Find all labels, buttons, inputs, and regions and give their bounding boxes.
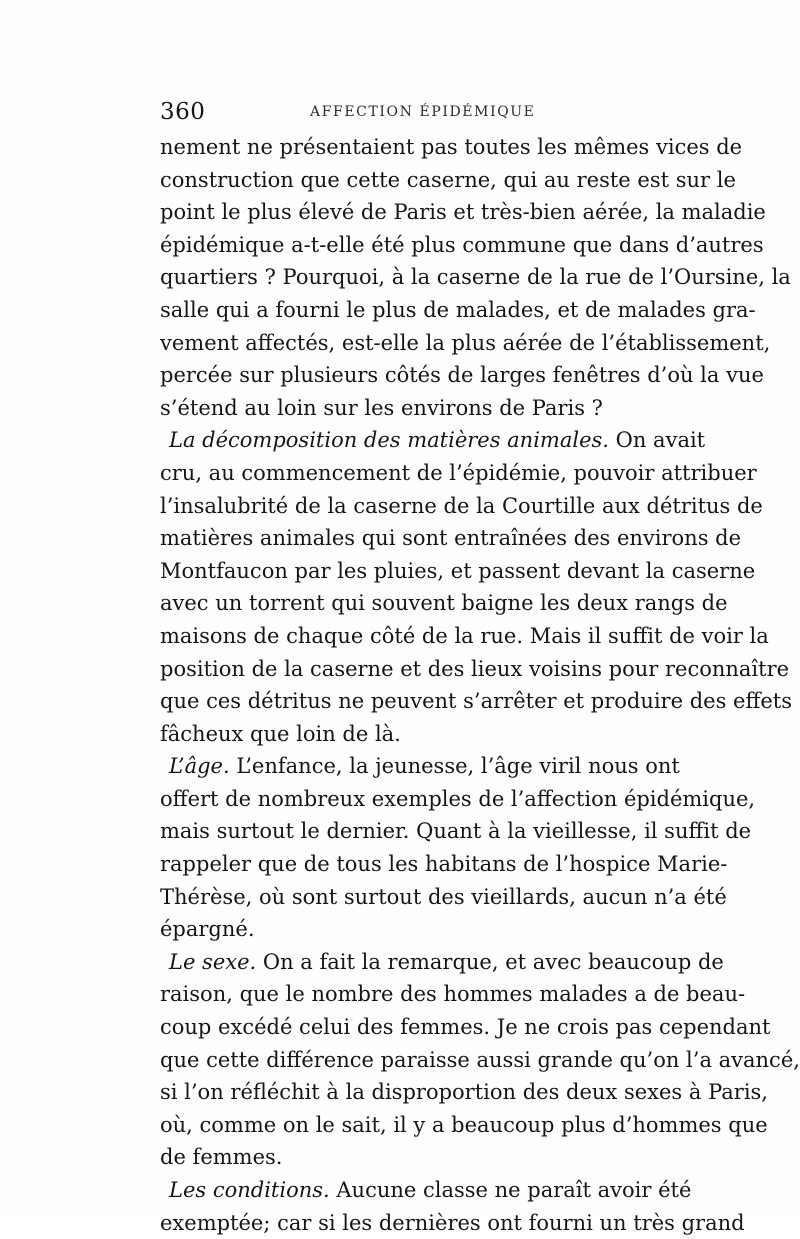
paragraph-heading: L’âge.: [169, 754, 230, 779]
text-line: [160, 164, 736, 197]
text-line: [160, 359, 764, 392]
text-line: [160, 261, 791, 294]
line-text: salle qui a fourni le plus de malades, et de malades gra-: [160, 297, 756, 322]
line-text: coup excédé celui des femmes. Je ne crois pas cependant: [160, 1015, 771, 1040]
line-text: mais surtout le dernier. Quant à la vieillesse, il suffit de: [160, 819, 752, 844]
text-line: [160, 978, 746, 1011]
text-line: [160, 1207, 745, 1239]
line-text: percée sur plusieurs côtés de larges fenêtres d’où la vue: [160, 363, 764, 388]
line-text: matières animales qui sont entraînées des environs de: [160, 526, 742, 551]
body-text: [160, 131, 800, 1239]
line-text: épidémique a-t-elle été plus commune que dans d’autres: [160, 232, 764, 257]
text-line: [160, 946, 724, 979]
text-line: [160, 392, 657, 425]
line-text: Thérèse, où sont surtout des vieillards, aucun n’a été: [160, 884, 727, 909]
text-line: [160, 1109, 768, 1142]
page-number: 360: [160, 99, 206, 125]
text-line: [160, 881, 727, 914]
line-text: cru, au commencement de l’épidémie, pouvoir attribuer: [160, 460, 757, 485]
line-text: offert de nombreux exemples de l’affection épidémique,: [160, 786, 756, 811]
text-line: [160, 750, 680, 783]
line-text: de femmes.: [160, 1145, 283, 1170]
line-text: construction que cette caserne, qui au reste est sur le: [160, 167, 736, 192]
line-text: position de la caserne et des lieux voisins pour reconnaître: [160, 656, 790, 681]
text-line: [160, 490, 763, 523]
line-text: Montfaucon par les pluies, et passent devant la caserne: [160, 558, 756, 583]
line-text: nement ne présentaient pas toutes les mêmes vices de: [160, 135, 743, 159]
line-text: l’insalubrité de la caserne de la Courtille aux détritus de: [160, 493, 763, 518]
text-line: [160, 587, 728, 620]
text-line: [160, 653, 790, 686]
text-line: [160, 685, 793, 718]
running-title: AFFECTION ÉPIDÉMIQUE: [310, 104, 536, 120]
text-line: [160, 1174, 692, 1207]
line-text: où, comme on le sait, il y a beaucoup plus d’hommes que: [160, 1112, 768, 1137]
line-text: quartiers ? Pourquoi, à la caserne de la rue de l’Oursine, la: [160, 265, 791, 290]
line-text: raison, que le nombre des hommes malades a de beau-: [160, 982, 746, 1007]
line-text: Aucune classe ne paraît avoir été: [329, 1178, 692, 1202]
text-line: [160, 294, 756, 327]
paragraph-heading: Le sexe.: [169, 949, 257, 974]
text-line: [160, 1044, 800, 1077]
text-line: [160, 848, 728, 881]
line-text: point le plus élevé de Paris et très-bien aérée, la maladie: [160, 200, 766, 225]
line-text: que ces détritus ne peuvent s’arrêter et produire des effets: [160, 689, 793, 714]
line-text: On avait: [608, 428, 706, 453]
line-text: rappeler que de tous les habitans de l’hospice Marie-: [160, 852, 728, 877]
paragraph-heading: La décomposition des matières animales.: [169, 428, 609, 453]
line-text: s’étend au loin sur les environs de Paris ?: [160, 395, 603, 420]
text-line: [160, 327, 771, 360]
text-line: [160, 457, 757, 490]
text-line: [160, 555, 756, 588]
text-line: [160, 229, 764, 262]
text-line: [160, 913, 657, 946]
text-line: [160, 196, 766, 229]
text-line: [160, 815, 752, 848]
page-header: [160, 99, 660, 129]
text-line: [160, 424, 706, 457]
line-text: L’enfance, la jeunesse, l’âge viril nous ont: [229, 754, 680, 779]
line-text: exemptée; car si les dernières ont fourni un très grand: [160, 1210, 745, 1235]
line-text: vement affectés, est-elle la plus aérée de l’établissement,: [160, 330, 771, 355]
line-text: épargné.: [160, 917, 255, 942]
paragraph-heading: Les conditions.: [169, 1178, 330, 1202]
text-line: [160, 620, 769, 653]
text-line: [160, 1011, 771, 1044]
line-text: On a fait la remarque, et avec beaucoup de: [256, 949, 724, 974]
text-line: [160, 131, 743, 164]
line-text: maisons de chaque côté de la rue. Mais il suffit de voir la: [160, 623, 769, 648]
text-line: [160, 522, 742, 555]
text-line: [160, 1141, 657, 1174]
text-line: [160, 783, 756, 816]
line-text: que cette différence paraisse aussi grande qu’on l’a avancé,: [160, 1047, 800, 1072]
line-text: si l’on réfléchit à la disproportion des deux sexes à Paris,: [160, 1080, 768, 1105]
line-text: fâcheux que loin de là.: [160, 721, 401, 746]
text-line: [160, 718, 657, 751]
line-text: avec un torrent qui souvent baigne les deux rangs de: [160, 591, 728, 616]
text-line: [160, 1076, 768, 1109]
